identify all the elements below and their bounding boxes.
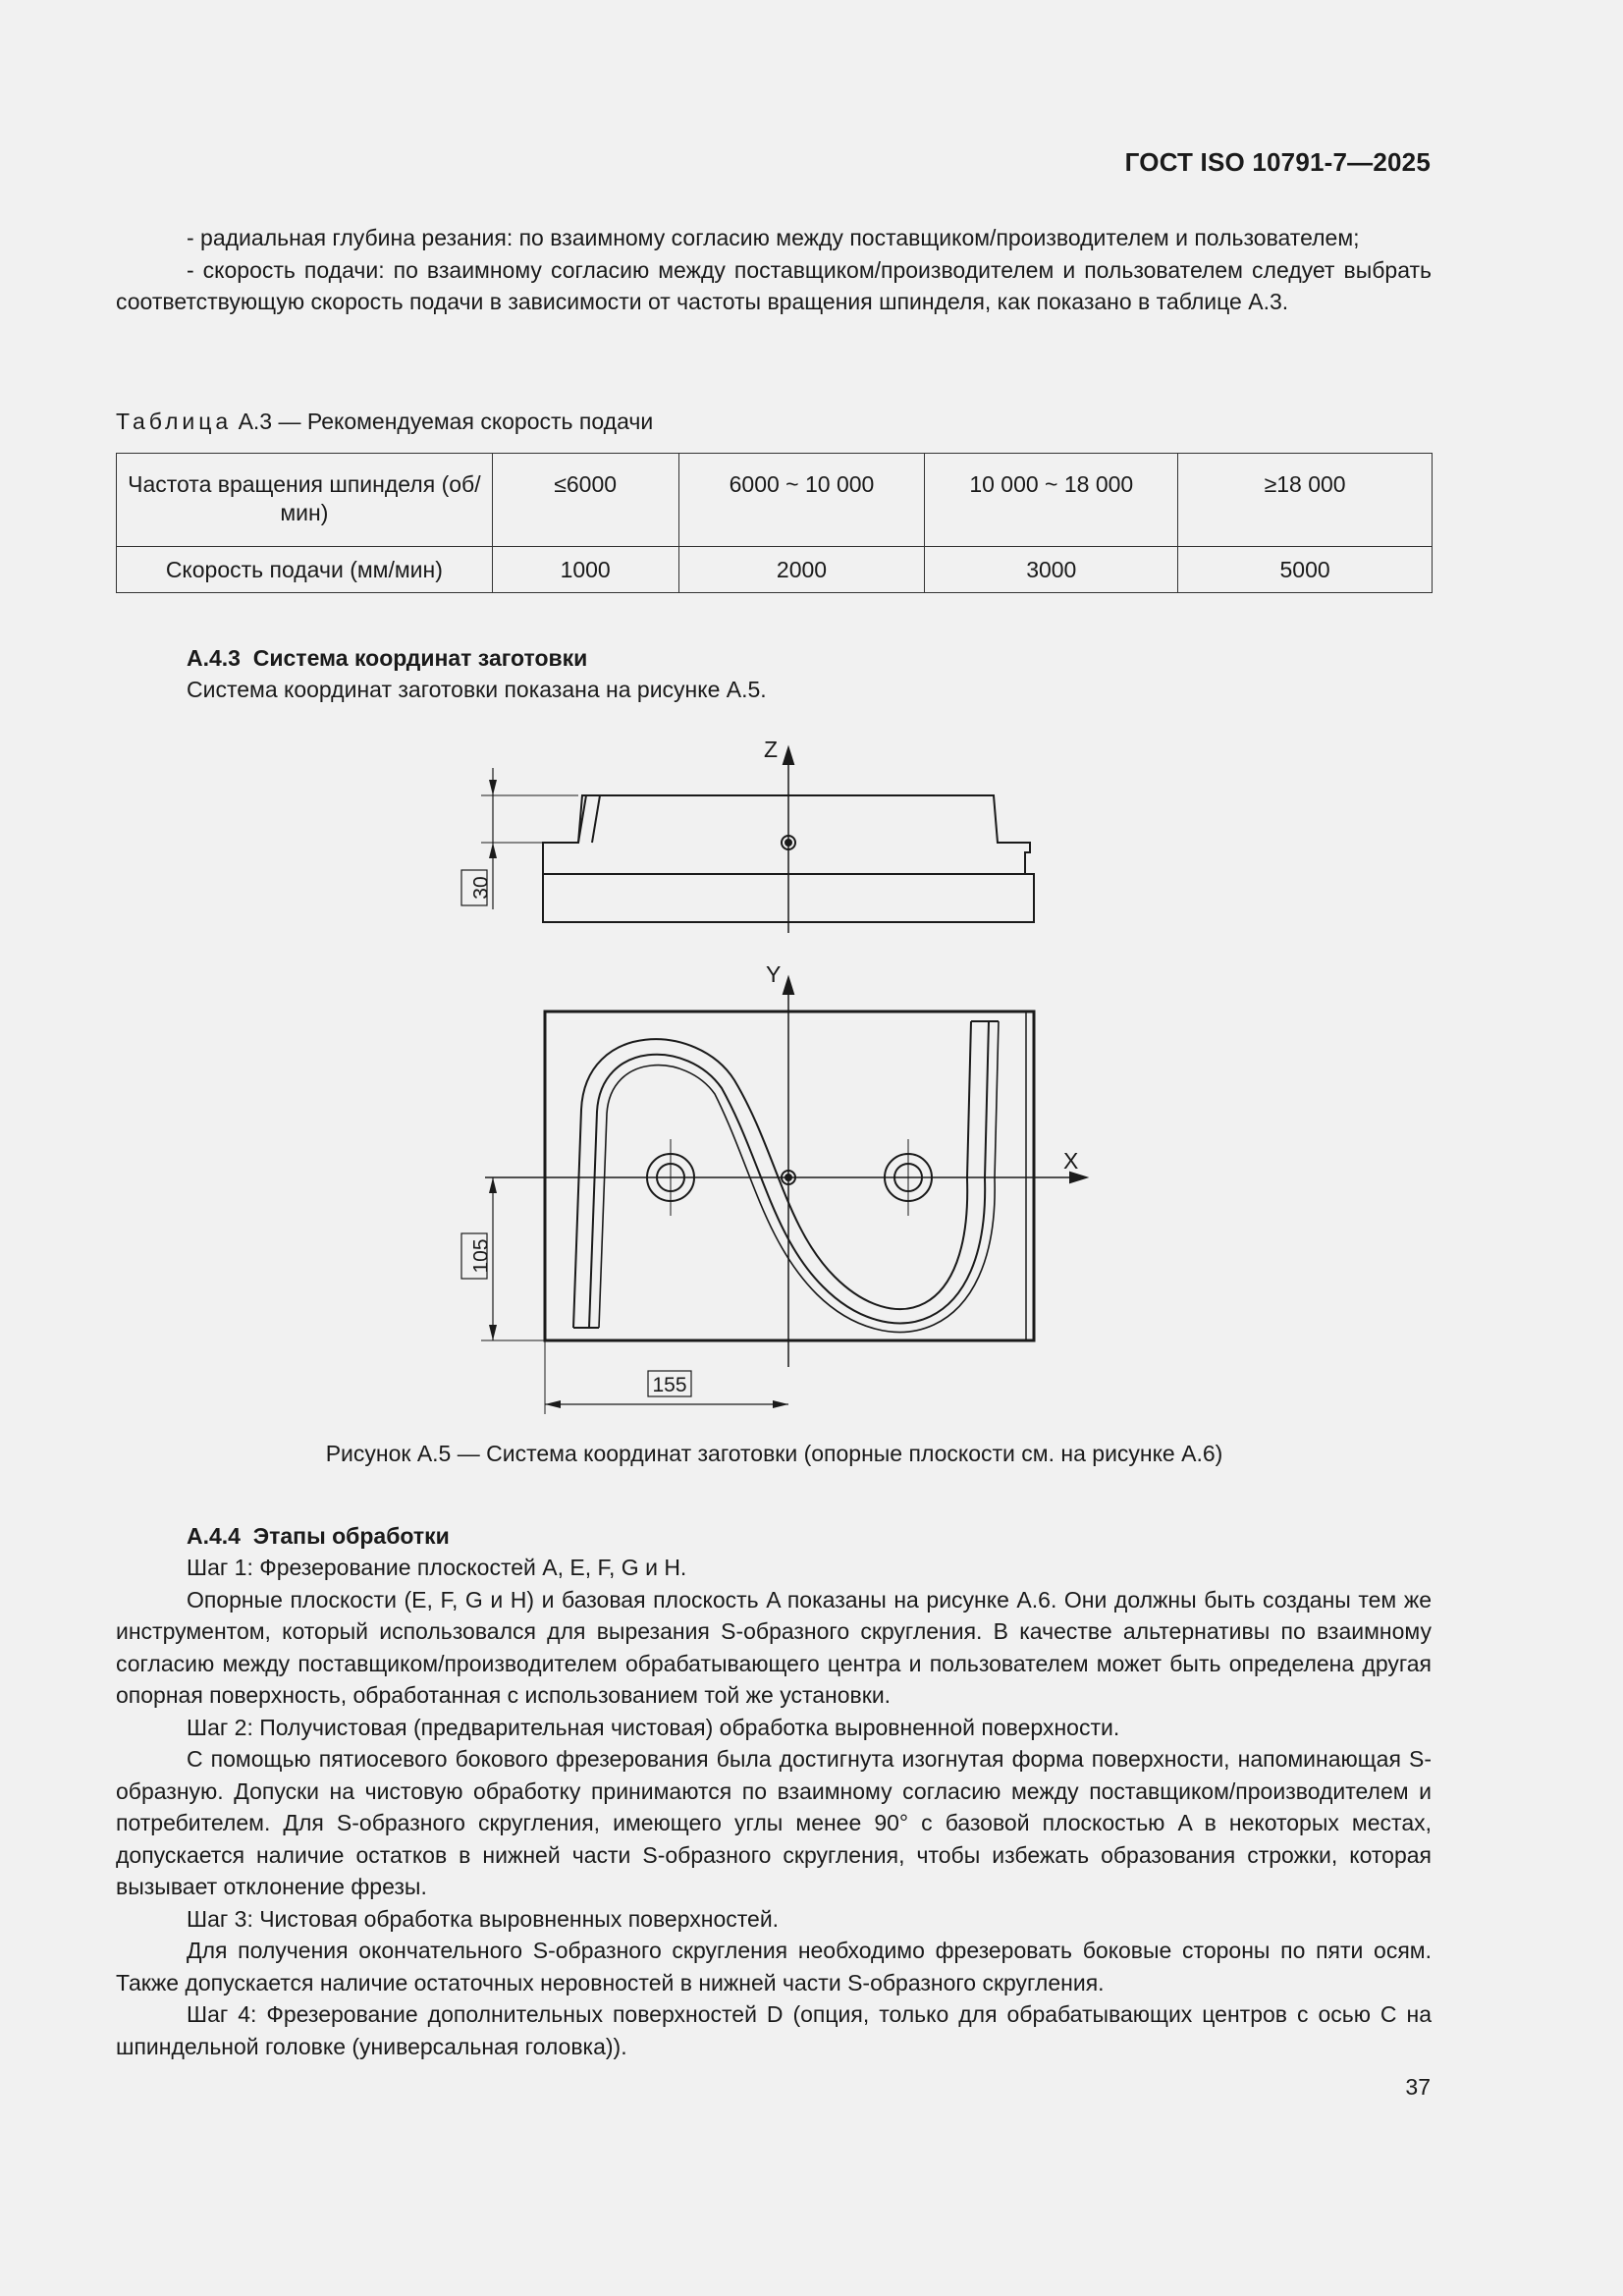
dim-arrow-icon <box>489 843 497 858</box>
table-cell: 2000 <box>678 547 925 593</box>
dim-arrow-icon <box>773 1400 788 1408</box>
dim-arrow-icon <box>545 1400 561 1408</box>
dim-arrow-icon <box>489 1325 497 1340</box>
section-a44-number: А.4.4 <box>187 1523 241 1549</box>
side-view-top-block <box>543 795 1030 874</box>
paragraph: Шаг 4: Фрезерование дополнительных поверхностей D (опция, только для обрабатывающих центров с осью С на шпиндельной головке (универсальная головка)). <box>116 2001 1432 2059</box>
table-cell: 3000 <box>925 547 1178 593</box>
table-cell: ≥18 000 <box>1178 454 1433 547</box>
row-header-spindle-speed: Частота вращения шпинделя (об/мин) <box>117 454 493 547</box>
axis-label-y: Y <box>766 961 782 987</box>
paragraph: Шаг 2: Получистовая (предварительная чистовая) обработка выровненной поверхности. <box>187 1714 1120 1740</box>
section-a44-heading <box>187 1520 450 1552</box>
origin-marker-dot-icon <box>785 1175 791 1180</box>
intro-item-feed-rate: - скорость подачи: по взаимному согласию между поставщиком/производителем и пользователем следует выбрать соответствующую скорость подачи в зависимости от частоты вращения шпинделя, как показано в таблице А.3. <box>116 256 1432 314</box>
dim-arrow-icon <box>489 780 497 795</box>
axis-label-z: Z <box>764 737 779 762</box>
section-a43-title: Система координат заготовки <box>252 645 588 671</box>
table-cell: 6000 ~ 10 000 <box>678 454 925 547</box>
intro-item-radial-depth: - радиальная глубина резания: по взаимному согласию между поставщиком/производителем и пользователем; <box>187 225 1360 250</box>
paragraph: С помощью пятиосевого бокового фрезерования была достигнута изогнутая форма поверхности, напоминающая S-образную. Допуски на чистовую обработку принимаются по взаимному согласию между поставщиком/производителем и потребителем. Для S-образного скругления, имеющего углы менее 90° с базовой плоскостью A в некоторых местах, допускается наличие остатков в нижней части S-образного скругления, чтобы избежать образования строжки, которая вызывает отклонение фрезы. <box>116 1746 1432 1899</box>
origin-marker-dot-icon <box>785 840 791 846</box>
table-cell: 10 000 ~ 18 000 <box>925 454 1178 547</box>
dim-label-height: 30 <box>469 876 493 900</box>
table-caption-word: Таблица <box>116 409 233 434</box>
paragraph: Опорные плоскости (E, F, G и H) и базовая плоскость A показаны на рисунке А.6. Они должны быть созданы тем же инструментом, который использовался для вырезания S-образного скругления. В качестве альтернативы по взаимному согласию между поставщиком/производителем обрабатывающего центра и пользователем может быть определена другая опорная поверхность, обработанная с использованием той же установки. <box>116 1586 1432 1708</box>
s-groove-outer <box>573 1021 971 1328</box>
section-a43-number: А.4.3 <box>187 645 241 671</box>
page-number: 37 <box>1405 2074 1431 2100</box>
paragraph: Для получения окончательного S-образного скругления необходимо фрезеровать боковые стороны по пяти осям. Также допускается наличие остаточных неровностей в нижней части S-образного скругления. <box>116 1938 1432 1995</box>
table-caption-text: А.3 — Рекомендуемая скорость подачи <box>238 409 654 434</box>
figure-caption: Рисунок А.5 — Система координат заготовки (опорные плоскости см. на рисунке А.6) <box>325 1441 1223 1466</box>
side-view-slot-line <box>586 795 600 843</box>
axis-label-x: X <box>1063 1148 1079 1174</box>
dim-arrow-icon <box>489 1177 497 1193</box>
top-view <box>461 978 1086 1414</box>
section-a44-title: Этапы обработки <box>252 1523 450 1549</box>
z-axis-arrow-icon <box>784 748 793 764</box>
paragraph: Шаг 1: Фрезерование плоскостей A, E, F, G и H. <box>187 1555 687 1580</box>
paragraph: Шаг 3: Чистовая обработка выровненных поверхностей. <box>187 1905 780 1932</box>
section-a43-text: Система координат заготовки показана на рисунке А.5. <box>187 677 767 702</box>
y-axis-arrow-icon <box>784 978 793 994</box>
s-groove-inner <box>599 1021 999 1332</box>
document-id: ГОСТ ISO 10791-7—2025 <box>1124 147 1431 177</box>
dim-label-y: 105 <box>469 1238 493 1274</box>
side-view <box>461 748 1034 933</box>
table-cell: ≤6000 <box>492 454 678 547</box>
table-cell: 1000 <box>492 547 678 593</box>
section-a44-body <box>116 1552 1432 2062</box>
x-axis-arrow-icon <box>1070 1173 1086 1182</box>
dim-label-x: 155 <box>652 1374 687 1396</box>
table-cell: 5000 <box>1178 547 1433 593</box>
row-header-feed-rate: Скорость подачи (мм/мин) <box>117 547 493 593</box>
